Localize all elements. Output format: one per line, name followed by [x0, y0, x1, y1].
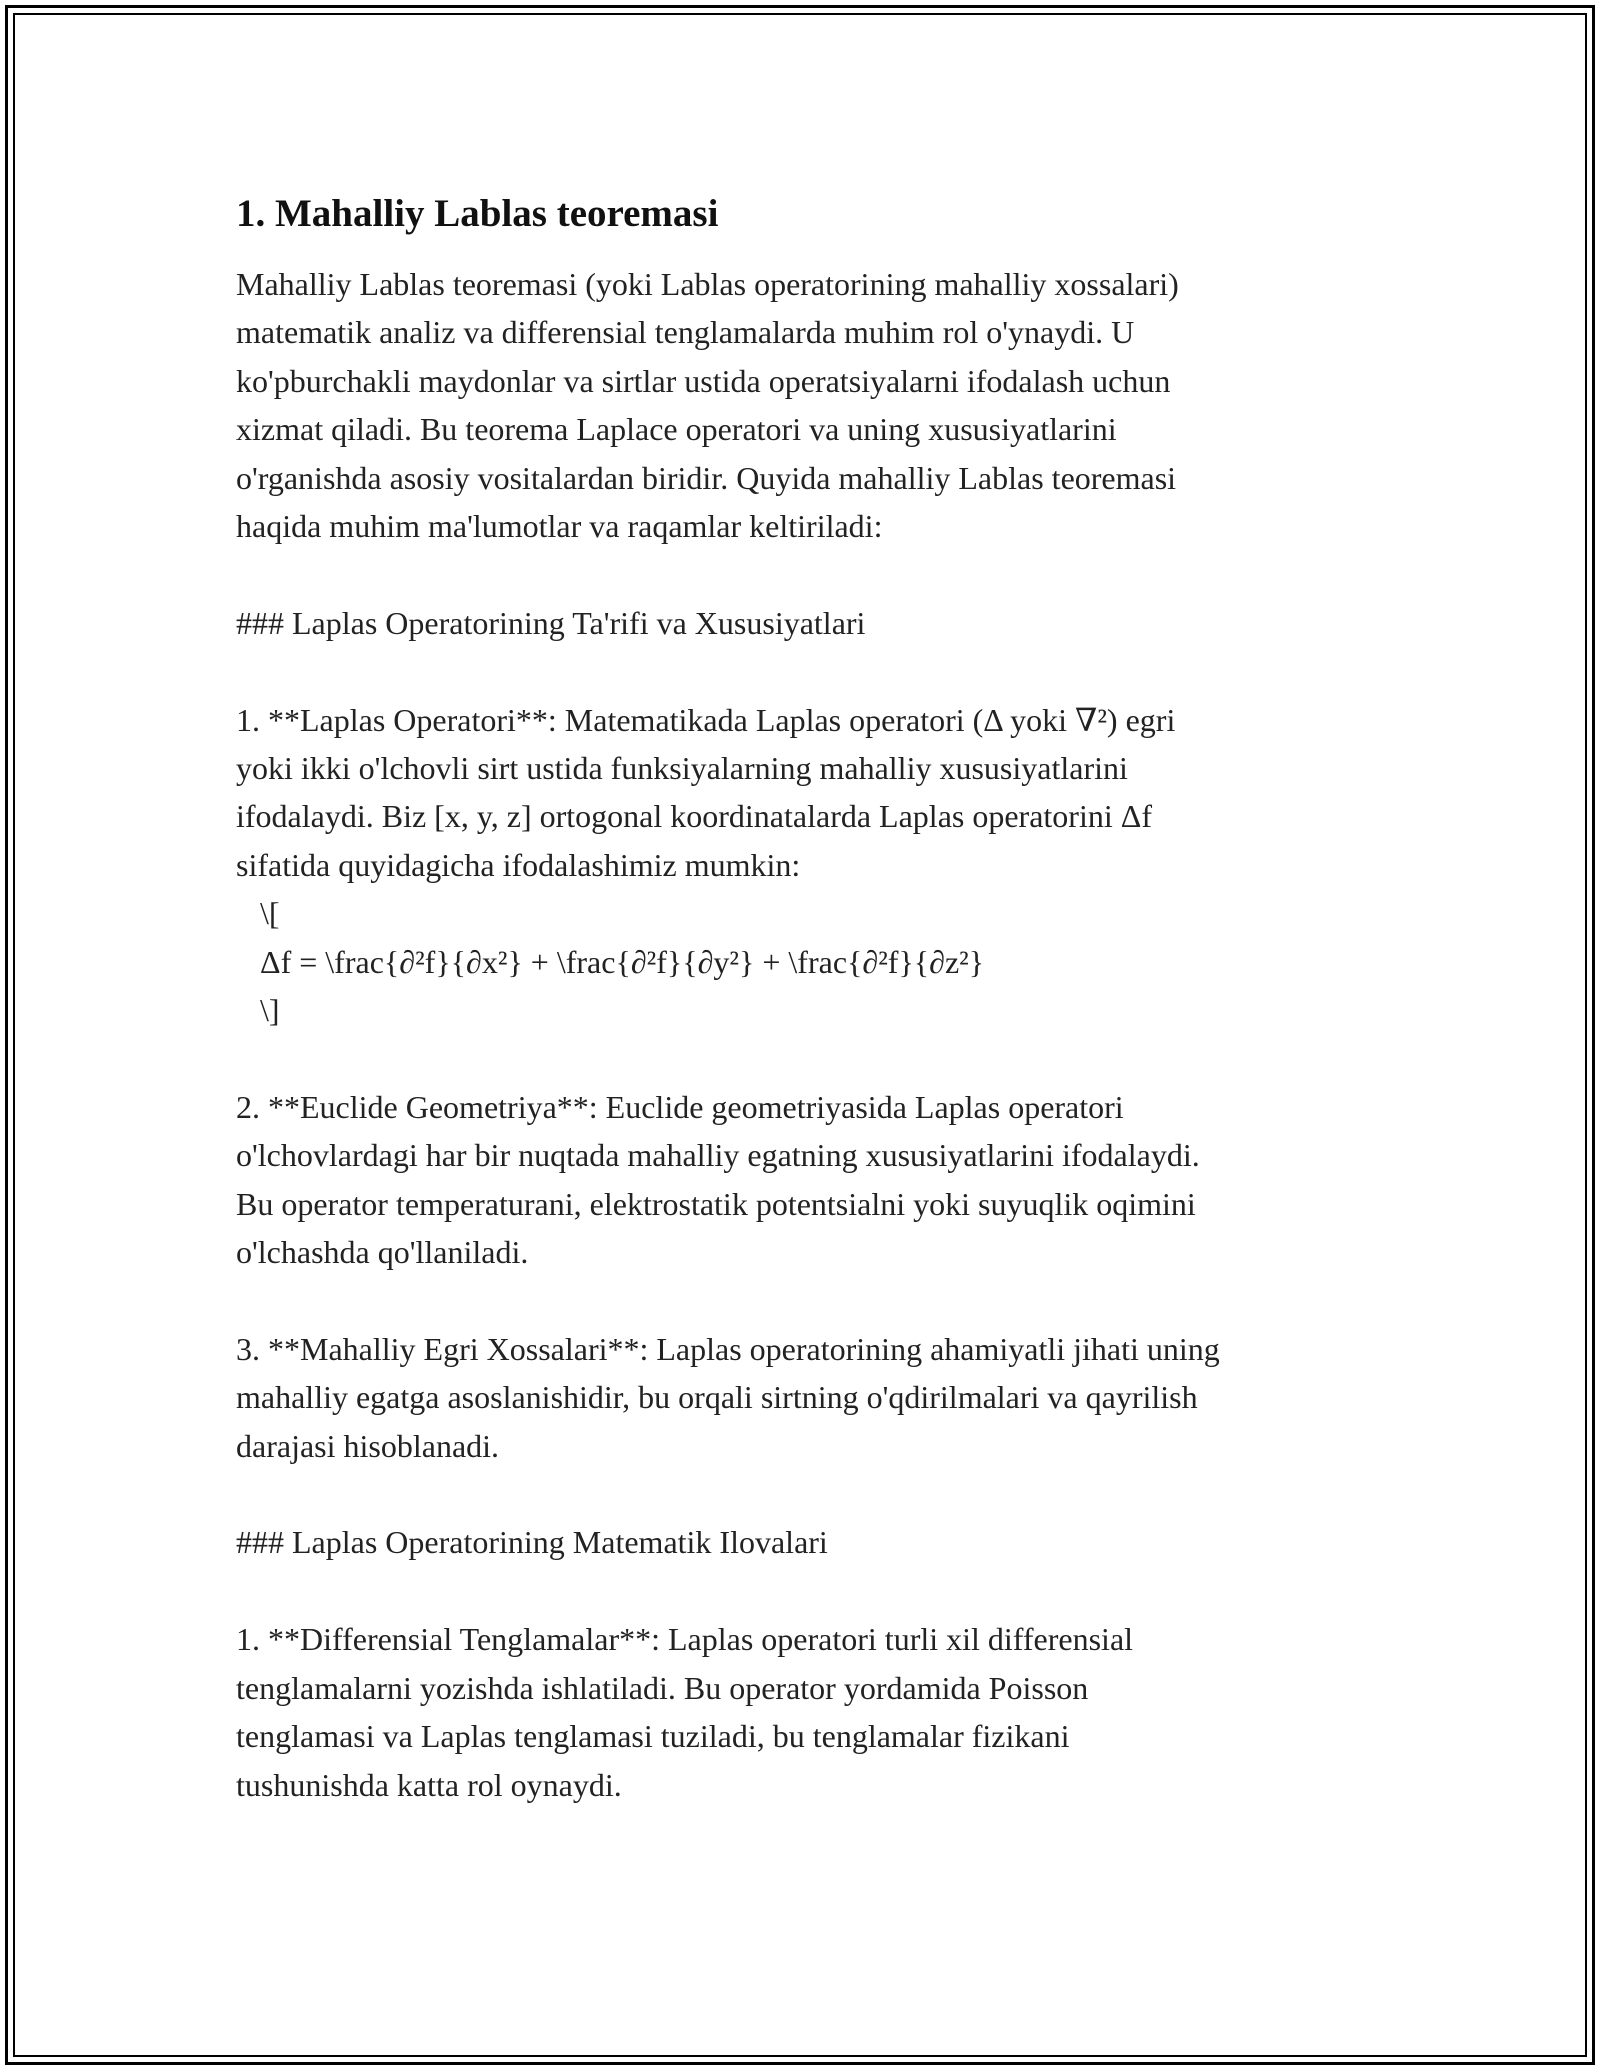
- list-item-local-curvature: 3. **Mahalliy Egri Xossalari**: Laplas operatorining ahamiyatli jihati uning mahalliy egatga asoslanishidir, bu orqali sirtning o'qdirilmalari va qayrilish darajasi hisoblanadi.: [236, 1330, 1220, 1464]
- section-heading-definition: ### Laplas Operatorining Ta'rifi va Xususiyatlari: [236, 604, 866, 641]
- list-item-differential-equations: 1. **Differensial Tenglamalar**: Laplas operatori turli xil differensial tenglamalarni yozishda ishlatiladi. Bu operator yordamida Poisson tenglamasi va Laplas tenglamasi tuziladi, bu tenglamalar fizikani tushunishda katta rol oynaydi.: [236, 1621, 1134, 1803]
- list-item-euclid-geometry: 2. **Euclide Geometriya**: Euclide geometriyasida Laplas operatori o'lchovlardagi har bir nuqtada mahalliy egatning xususiyatlarini ifodalaydi. Bu operator temperaturani, elektrostatik potentsialni yoki suyuqlik oqimini o'lchashda qo'llaniladi.: [236, 1088, 1200, 1271]
- section-heading-applications: ### Laplas Operatorining Matematik Ilovalari: [236, 1524, 828, 1561]
- list-item-laplace-operator: 1. **Laplas Operatori**: Matematikada Laplas operatori (Δ yoki ∇²) egri yoki ikki o'lchovli sirt ustida funksiyalarning mahalliy xususiyatlarini ifodalaydi. Biz [x, y, z] ortogonal koordinatalarda Laplas operatorini Δf sifatida quyidagicha ifodalashimiz mumkin: \[ Δf = \frac{∂²f}{∂x²} + \frac{∂²f}{∂y²} + \frac{∂²f}{∂z²} \]: [236, 701, 1176, 1029]
- document-title: 1. Mahalliy Lablas teoremasi: [236, 192, 719, 235]
- intro-paragraph: Mahalliy Lablas teoremasi (yoki Lablas operatorining mahalliy xossalari) matematik analiz va differensial tenglamalarda muhim rol o'ynaydi. U ko'pburchakli maydonlar va sirtlar ustida operatsiyalarni ifodalash uchun xizmat qiladi. Bu teorema Laplace operatori va uning xususiyatlarini o'rganishda asosiy vositalardan biridir. Quyida mahalliy Lablas teoremasi haqida muhim ma'lumotlar va raqamlar keltiriladi:: [236, 266, 1179, 545]
- document-page: [236, 188, 1396, 1809]
